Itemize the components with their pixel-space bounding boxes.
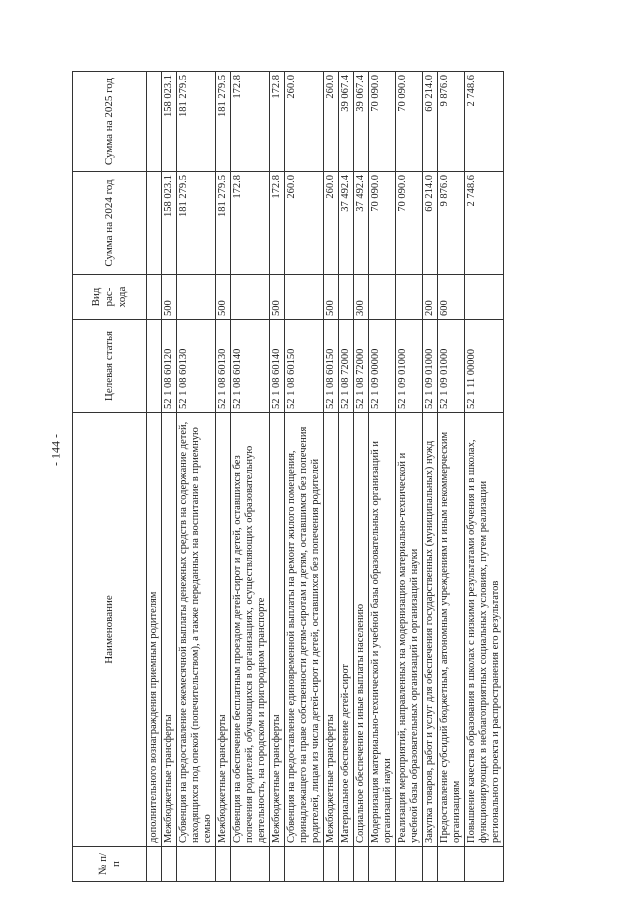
row-code: 52 1 08 60140 [231, 320, 270, 413]
row-num [324, 847, 339, 882]
row-name: Реализация мероприятий, направленных на модернизацию материально-технической и учебной базы образовательных организаций и организаций науки [396, 413, 423, 847]
row-code: 52 1 08 60140 [270, 320, 285, 413]
row-sum-2025: 2 748.6 [465, 72, 504, 172]
row-code: 52 1 08 72000 [339, 320, 354, 413]
budget-table [72, 71, 504, 882]
row-name: Субвенция на обеспечение бесплатным проездом детей-сирот и детей, оставшихся без попечения родителей, обучающихся в организациях, осуществляющих образовательную деятельность, на городском и пригородном транспорте [231, 413, 270, 847]
row-vid: 600 [438, 275, 465, 320]
row-name: дополнительного вознаграждения приемным родителям [147, 413, 162, 847]
row-vid: 500 [324, 275, 339, 320]
row-name: Межбюджетные трансферты [216, 413, 231, 847]
row-sum-2024: 172.8 [270, 172, 285, 275]
table-row [354, 72, 369, 882]
row-sum-2024: 172.8 [231, 172, 270, 275]
table-row [369, 72, 396, 882]
row-sum-2024: 70 090.0 [369, 172, 396, 275]
header-sum-2024: Сумма на 2024 год [73, 172, 147, 275]
page-number: - 144 - [48, 434, 63, 466]
row-vid: 500 [216, 275, 231, 320]
row-name: Материальное обеспечение детей-сирот [339, 413, 354, 847]
row-sum-2025 [147, 72, 162, 172]
table-row [177, 72, 216, 882]
row-num [177, 847, 216, 882]
header-num: № п/п [73, 847, 147, 882]
row-sum-2024: 2 748.6 [465, 172, 504, 275]
table-row [423, 72, 438, 882]
row-code: 52 1 08 60120 [162, 320, 177, 413]
row-sum-2025: 39 067.4 [339, 72, 354, 172]
row-sum-2024: 9 876.0 [438, 172, 465, 275]
row-sum-2024: 260.0 [285, 172, 324, 275]
row-vid [369, 275, 396, 320]
row-vid [339, 275, 354, 320]
row-name: Повышение качества образования в школах с низкими результатами обучения и в школах, функционирующих в неблагоприятных социальных условиях, путем реализации регионального проекта и распространения его результатов [465, 413, 504, 847]
row-num [423, 847, 438, 882]
table-row [438, 72, 465, 882]
row-sum-2024: 260.0 [324, 172, 339, 275]
row-vid [285, 275, 324, 320]
row-name: Межбюджетные трансферты [162, 413, 177, 847]
table-row [216, 72, 231, 882]
row-sum-2024: 181 279.5 [216, 172, 231, 275]
row-name: Модернизация материально-технической и учебной базы образовательных организаций и организаций науки [369, 413, 396, 847]
row-num [162, 847, 177, 882]
row-code [147, 320, 162, 413]
row-name: Межбюджетные трансферты [270, 413, 285, 847]
row-num [270, 847, 285, 882]
row-num [147, 847, 162, 882]
table-row [162, 72, 177, 882]
row-vid: 200 [423, 275, 438, 320]
row-num [465, 847, 504, 882]
row-sum-2024: 37 492.4 [354, 172, 369, 275]
row-sum-2025: 260.0 [324, 72, 339, 172]
row-vid [396, 275, 423, 320]
row-num [231, 847, 270, 882]
header-sum-2025: Сумма на 2025 год [73, 72, 147, 172]
header-name: Наименование [73, 413, 147, 847]
rotated-table-container [72, 72, 567, 882]
row-name: Социальное обеспечение и иные выплаты населению [354, 413, 369, 847]
row-sum-2025: 70 090.0 [369, 72, 396, 172]
row-sum-2025: 39 067.4 [354, 72, 369, 172]
row-name: Субвенция на предоставление единовременной выплаты на ремонт жилого помещения, принадлежащего на праве собственности детям-сиротам и детям, оставшимся без попечения родителей, лицам из числа детей-сирот и детей, оставшихся без попечения родителей [285, 413, 324, 847]
row-sum-2025: 172.8 [231, 72, 270, 172]
row-sum-2025: 70 090.0 [396, 72, 423, 172]
row-name: Межбюджетные трансферты [324, 413, 339, 847]
header-vid: Вид рас-хода [73, 275, 147, 320]
row-code: 52 1 09 00000 [369, 320, 396, 413]
row-vid: 500 [162, 275, 177, 320]
row-sum-2025: 260.0 [285, 72, 324, 172]
row-code: 52 1 08 60130 [177, 320, 216, 413]
header-code: Целевая статья [73, 320, 147, 413]
row-sum-2024: 158 023.1 [162, 172, 177, 275]
table-row [465, 72, 504, 882]
row-num [396, 847, 423, 882]
table-row [324, 72, 339, 882]
row-code: 52 1 08 60150 [324, 320, 339, 413]
row-sum-2025: 60 214.0 [423, 72, 438, 172]
table-row [270, 72, 285, 882]
row-code: 52 1 11 00000 [465, 320, 504, 413]
table-header-row [73, 72, 147, 882]
row-num [369, 847, 396, 882]
row-vid [465, 275, 504, 320]
row-vid [147, 275, 162, 320]
row-sum-2025: 9 876.0 [438, 72, 465, 172]
table-row [147, 72, 162, 882]
table-body [147, 72, 504, 882]
table-row [231, 72, 270, 882]
row-name: Субвенция на предоставление ежемесячной выплаты денежных средств на содержание детей, находящихся под опекой (попечительством), а также переданных на воспитание в приемную семью [177, 413, 216, 847]
row-sum-2024: 181 279.5 [177, 172, 216, 275]
row-name: Закупка товаров, работ и услуг для обеспечения государственных (муниципальных) нужд [423, 413, 438, 847]
row-code: 52 1 08 72000 [354, 320, 369, 413]
table-row [285, 72, 324, 882]
row-num [354, 847, 369, 882]
row-vid [177, 275, 216, 320]
row-vid: 300 [354, 275, 369, 320]
row-code: 52 1 08 60130 [216, 320, 231, 413]
row-sum-2025: 172.8 [270, 72, 285, 172]
row-sum-2025: 158 023.1 [162, 72, 177, 172]
row-code: 52 1 09 01000 [438, 320, 465, 413]
row-code: 52 1 09 01000 [423, 320, 438, 413]
row-code: 52 1 09 01000 [396, 320, 423, 413]
row-code: 52 1 08 60150 [285, 320, 324, 413]
row-num [216, 847, 231, 882]
table-row [339, 72, 354, 882]
row-sum-2024 [147, 172, 162, 275]
row-sum-2025: 181 279.5 [177, 72, 216, 172]
row-sum-2024: 37 492.4 [339, 172, 354, 275]
table-row [396, 72, 423, 882]
row-name: Предоставление субсидий бюджетным, автономным учреждениям и иным некоммерческим организациям [438, 413, 465, 847]
row-vid: 500 [270, 275, 285, 320]
row-sum-2024: 60 214.0 [423, 172, 438, 275]
row-num [285, 847, 324, 882]
row-sum-2024: 70 090.0 [396, 172, 423, 275]
row-sum-2025: 181 279.5 [216, 72, 231, 172]
row-num [339, 847, 354, 882]
row-num [438, 847, 465, 882]
row-vid [231, 275, 270, 320]
